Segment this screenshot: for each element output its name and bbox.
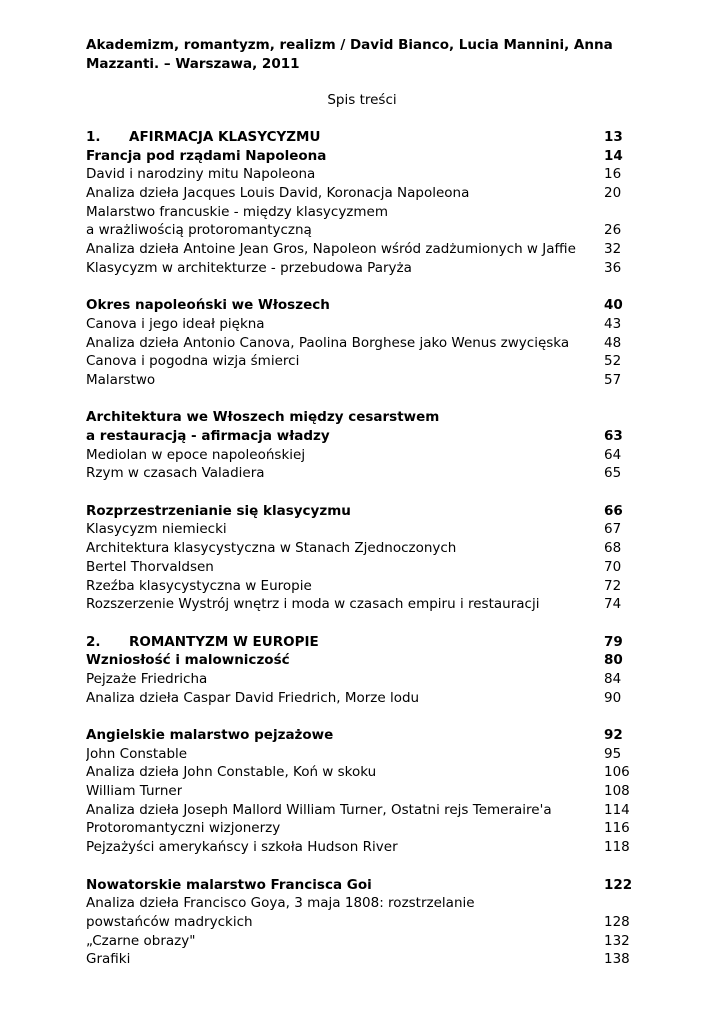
toc-entry (86, 782, 634, 801)
toc-entry-title (86, 633, 319, 652)
toc-entry (86, 876, 634, 895)
toc-entry-text: Klasycyzm w architekturze - przebudowa Paryża (86, 259, 412, 276)
toc-entry-title (86, 932, 195, 951)
toc-entry-page: 80 (604, 652, 623, 669)
toc-entry-title (86, 502, 351, 521)
toc-entry-page: 122 (604, 876, 633, 893)
toc-entry-text: Analiza dzieła Jacques Louis David, Koronacja Napoleona (86, 185, 470, 202)
toc-entry (86, 539, 634, 558)
chapter-number: 2. (86, 633, 101, 650)
toc-entry (86, 819, 634, 838)
toc-entry-page: 67 (604, 521, 622, 538)
toc-entry (86, 595, 634, 614)
toc-entry-title (86, 539, 456, 558)
toc-entry-text: Bertel Thorvaldsen (86, 558, 214, 575)
toc-entry-title (86, 446, 305, 465)
toc-entry-text: Analiza dzieła Antoine Jean Gros, Napoleon wśród zadżumionych w Jaffie (86, 241, 576, 258)
toc-entry-text: Okres napoleoński we Włoszech (86, 297, 330, 314)
toc-entry-page: 63 (604, 428, 623, 444)
toc-entry-page: 57 (604, 371, 622, 388)
toc-entry-text: David i narodziny mitu Napoleona (86, 166, 316, 183)
toc-entry-page: 48 (604, 334, 622, 351)
toc-entry (86, 427, 634, 446)
toc-entry-title (86, 334, 569, 353)
toc-entry-title (86, 745, 187, 764)
toc-entry (86, 913, 634, 932)
toc-entry (86, 296, 634, 315)
toc-entry-page: 95 (604, 745, 622, 762)
toc-entry-title (86, 165, 315, 184)
toc-entry-text: Analiza dzieła John Constable, Koń w skoku (86, 764, 377, 781)
toc-entry (86, 801, 634, 820)
toc-entry-text: Analiza dzieła Joseph Mallord William Turner, Ostatni rejs Temeraire'a (86, 801, 552, 818)
toc-entry-page: 84 (604, 670, 622, 687)
toc-entry-page: 32 (604, 241, 622, 258)
toc-entry-text: Pejzaże Friedricha (86, 670, 208, 687)
toc-entry-title (86, 876, 372, 895)
table-of-contents (86, 128, 634, 969)
section-gap (86, 483, 634, 502)
toc-entry-text: Rozszerzenie Wystrój wnętrz i moda w czasach empiru i restauracji (86, 596, 540, 613)
toc-entry (86, 651, 634, 670)
toc-entry-page: 14 (604, 147, 623, 164)
section-gap (86, 278, 634, 297)
toc-entry-page: 52 (604, 353, 622, 370)
toc-entry-text: Angielskie malarstwo pejzażowe (86, 727, 334, 743)
toc-entry-title (86, 651, 290, 670)
toc-entry-page: 74 (604, 596, 622, 613)
toc-entry (86, 240, 634, 259)
toc-entry-page: 116 (604, 820, 630, 837)
toc-entry-title (86, 520, 227, 539)
toc-entry-page: 65 (604, 465, 622, 482)
toc-entry-page: 72 (604, 577, 622, 594)
toc-entry-title (86, 352, 299, 371)
toc-entry-text: „Czarne obrazy" (86, 932, 196, 949)
toc-entry-title (86, 577, 312, 596)
toc-entry-title (86, 670, 207, 689)
toc-entry-page: 108 (604, 783, 630, 800)
toc-entry-title (86, 128, 320, 147)
toc-entry-title (86, 763, 376, 782)
toc-entry-title (86, 203, 388, 222)
toc-entry-text: John Constable (86, 745, 188, 762)
toc-entry-page: 43 (604, 315, 622, 332)
toc-entry-text: Analiza dzieła Antonio Canova, Paolina Borghese jako Wenus zwycięska (86, 334, 570, 351)
toc-entry-title (86, 595, 539, 614)
toc-entry (86, 408, 634, 427)
toc-entry-text: Protoromantyczni wizjonerzy (86, 820, 281, 837)
toc-entry (86, 165, 634, 184)
toc-entry-text: Malarstwo francuskie - między klasycyzmem (86, 203, 388, 220)
toc-entry (86, 520, 634, 539)
toc-entry (86, 147, 634, 166)
toc-entry-title (86, 240, 576, 259)
toc-entry-text: Analiza dzieła Caspar David Friedrich, Morze lodu (86, 689, 420, 706)
toc-entry-title (86, 147, 326, 166)
toc-entry-title (86, 558, 214, 577)
toc-entry (86, 670, 634, 689)
toc-entry-title (86, 315, 265, 334)
toc-entry-page: 79 (604, 633, 623, 650)
toc-entry-text: Mediolan w epoce napoleońskiej (86, 446, 306, 463)
chapter-number: 1. (86, 129, 101, 145)
toc-entry-title (86, 726, 333, 745)
toc-entry (86, 203, 634, 222)
toc-entry-title (86, 894, 475, 913)
toc-entry-title (86, 838, 398, 857)
toc-entry-text: a restauracją - afirmacja władzy (86, 428, 330, 444)
toc-entry (86, 577, 634, 596)
toc-entry (86, 726, 634, 745)
toc-entry (86, 763, 634, 782)
toc-entry-page: 40 (604, 297, 623, 314)
toc-entry-text: Grafiki (86, 951, 131, 968)
toc-entry (86, 446, 634, 465)
section-gap (86, 390, 634, 409)
toc-entry-text: Wzniosłość i malowniczość (86, 652, 290, 669)
toc-entry (86, 259, 634, 278)
toc-entry-text: Malarstwo (86, 371, 156, 388)
toc-entry-page: 36 (604, 259, 622, 276)
toc-entry (86, 128, 634, 147)
toc-entry (86, 950, 634, 969)
toc-entry-title (86, 371, 155, 390)
toc-entry-text: Architektura klasycystyczna w Stanach Zjednoczonych (86, 540, 457, 557)
toc-entry-text: a wrażliwością protoromantyczną (86, 222, 312, 239)
toc-entry-page: 68 (604, 540, 622, 557)
section-gap (86, 857, 634, 876)
toc-entry-page: 26 (604, 222, 622, 239)
toc-entry-title (86, 221, 312, 240)
toc-entry-text: Klasycyzm niemiecki (86, 521, 227, 538)
toc-entry (86, 184, 634, 203)
toc-entry-title (86, 184, 469, 203)
toc-entry (86, 221, 634, 240)
toc-entry-title (86, 464, 265, 483)
toc-entry-text: AFIRMACJA KLASYCYZMU (129, 129, 321, 145)
toc-entry-title (86, 819, 280, 838)
section-gap (86, 707, 634, 726)
toc-entry (86, 352, 634, 371)
toc-entry-title (86, 296, 330, 315)
toc-entry-text: Rzym w czasach Valadiera (86, 465, 265, 482)
document-header: Akademizm, romantyzm, realizm / David Bianco, Lucia Mannini, Anna Mazzanti. – Warszawa, 2011 (86, 37, 613, 72)
toc-entry-page: 13 (604, 129, 623, 145)
toc-entry (86, 502, 634, 521)
toc-entry-text: Canova i jego ideał piękna (86, 315, 265, 332)
toc-entry-page: 16 (604, 166, 622, 183)
toc-entry-text: Analiza dzieła Francisco Goya, 3 maja 1808: rozstrzelanie (86, 895, 475, 912)
toc-entry-text: Canova i pogodna wizja śmierci (86, 353, 300, 370)
toc-entry-page: 90 (604, 689, 622, 706)
toc-entry-title (86, 913, 253, 932)
toc-entry-title (86, 950, 130, 969)
toc-entry-page: 138 (604, 951, 630, 968)
toc-title: Spis treści (327, 92, 397, 108)
toc-entry-title (86, 259, 412, 278)
toc-entry (86, 838, 634, 857)
toc-entry (86, 464, 634, 483)
toc-entry-page: 114 (604, 801, 630, 818)
toc-entry-title (86, 689, 419, 708)
toc-entry-page: 66 (604, 502, 623, 519)
toc-entry-title (86, 782, 182, 801)
toc-entry-text: Rozprzestrzenianie się klasycyzmu (86, 502, 351, 519)
toc-entry-page: 106 (604, 764, 630, 781)
toc-entry-text: Pejzażyści amerykańscy i szkoła Hudson River (86, 839, 398, 856)
toc-entry (86, 334, 634, 353)
toc-entry-text: ROMANTYZM W EUROPIE (129, 633, 319, 650)
toc-entry-text: Architektura we Włoszech między cesarstwem (86, 409, 440, 426)
toc-entry-page: 118 (604, 839, 630, 856)
toc-entry-page: 92 (604, 727, 623, 743)
toc-entry-page: 128 (604, 913, 630, 930)
toc-entry-title (86, 408, 439, 427)
toc-entry-page: 64 (604, 446, 622, 463)
toc-entry (86, 932, 634, 951)
toc-entry-page: 20 (604, 185, 622, 202)
toc-entry (86, 558, 634, 577)
toc-entry (86, 745, 634, 764)
toc-entry-text: Rzeźba klasycystyczna w Europie (86, 577, 312, 594)
toc-entry-text: Nowatorskie malarstwo Francisca Goi (86, 876, 372, 893)
toc-entry (86, 371, 634, 390)
toc-entry-text: William Turner (86, 783, 183, 800)
toc-entry-title (86, 801, 552, 820)
toc-entry-title (86, 427, 330, 446)
toc-entry-text: Francja pod rządami Napoleona (86, 147, 327, 164)
toc-entry-page: 132 (604, 932, 630, 949)
section-gap (86, 614, 634, 633)
toc-entry-page: 70 (604, 558, 622, 575)
toc-entry-text: powstańców madryckich (86, 913, 253, 930)
toc-entry (86, 315, 634, 334)
toc-entry (86, 633, 634, 652)
toc-entry (86, 689, 634, 708)
toc-entry (86, 894, 634, 913)
